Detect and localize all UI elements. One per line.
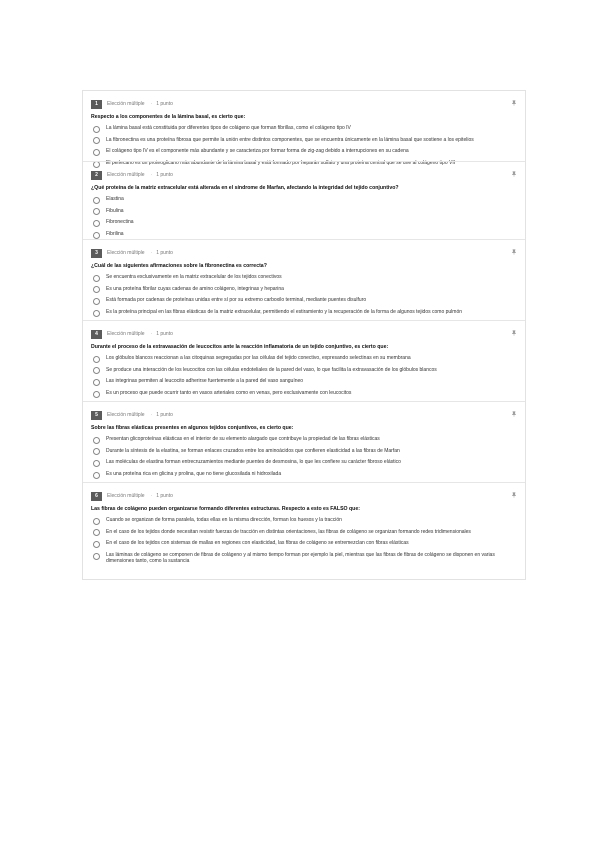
- radio-button[interactable]: [93, 472, 100, 479]
- option-label: El colágeno tipo IV es el componente más abundante y se caracteriza por formar forma de zig-zag debido a interrupciones en su cadena: [106, 148, 409, 155]
- question-type: Elección múltiple: [107, 172, 145, 178]
- question-type: Elección múltiple: [107, 493, 145, 499]
- answer-option[interactable]: [91, 196, 517, 204]
- answer-option[interactable]: [91, 517, 517, 525]
- question-number: 5: [91, 411, 102, 420]
- question-text: Las fibras de colágeno pueden organizarse formando diferentes estructuras. Respecto a esto es FALSO que:: [91, 506, 360, 512]
- answer-option[interactable]: [91, 448, 517, 456]
- radio-button[interactable]: [93, 220, 100, 227]
- option-label: Es un proceso que puede ocurrir tanto en vasos arteriales como en venas, pero exclusivamente con leucocitos: [106, 390, 352, 397]
- radio-button[interactable]: [93, 367, 100, 374]
- question-card: [83, 482, 525, 579]
- pin-icon[interactable]: [511, 171, 517, 177]
- answer-option[interactable]: [91, 355, 517, 363]
- pin-icon[interactable]: [511, 249, 517, 255]
- question-header: 5 Elección múltiple · 1 punto: [91, 408, 517, 422]
- option-label: Está formada por cadenas de proteínas unidas entre sí por su extremo carboxilo terminal, mediante puentes disulfuro: [106, 297, 367, 304]
- question-text: Respecto a los componentes de la lámina basal, es cierto que:: [91, 114, 246, 120]
- answer-option[interactable]: [91, 274, 517, 282]
- option-label: Es la proteína principal en las fibras elásticas de la matriz extracelular, permitiendo el estiramiento y la recuperación de la forma de algunos tejidos como pulmón: [106, 309, 463, 316]
- question-header: 3 Elección múltiple · 1 punto: [91, 246, 517, 260]
- question-type: Elección múltiple: [107, 331, 145, 337]
- answer-option[interactable]: [91, 552, 517, 564]
- question-header: 6 Elección múltiple · 1 punto: [91, 489, 517, 503]
- radio-button[interactable]: [93, 298, 100, 305]
- question-points: 1 punto: [156, 172, 173, 178]
- question-text: ¿Cuál de las siguientes afirmaciones sobre la fibronectina es correcta?: [91, 263, 267, 269]
- option-label: Los glóbulos blancos reaccionan a las citoquinas segregadas por las células del tejido conectivo, expresando selectinas en su membrana: [106, 355, 411, 361]
- option-label: Se encuentra exclusivamente en la matriz extracelular de los tejidos conectivos: [106, 274, 282, 280]
- answer-option[interactable]: [91, 208, 517, 216]
- option-label: Presentan glicoproteínas elásticas en el interior de su elemento alargado que contribuye la propiedad de las fibras elásticas: [106, 436, 380, 442]
- option-label: La fibronectina es una proteína fibrosa que permite la unión entre distintos componentes, que se encuentra únicamente en la lámina basal que sostiene a los epitelios: [106, 136, 474, 143]
- option-label: Fibrilina: [106, 231, 124, 238]
- radio-button[interactable]: [93, 197, 100, 204]
- question-type: Elección múltiple: [107, 412, 145, 418]
- option-label: El perlecano es un proteoglicano más abundante de la lámina basal y está formado por heparán sulfato y una proteína central que se une al colágeno tipo VII: [106, 160, 456, 167]
- radio-button[interactable]: [93, 137, 100, 144]
- question-number: 1: [91, 100, 102, 109]
- question-points: 1 punto: [156, 250, 173, 256]
- option-label: Es una proteína rica en glicina y prolina, que no tiene glucosilada ni hidroxilada: [106, 471, 282, 478]
- quiz-form: [82, 90, 526, 580]
- question-text: Durante el proceso de la extravasación de leucocitos ante la reacción inflamatoria de un tejido conjuntivo, es cierto que:: [91, 344, 389, 350]
- answer-option[interactable]: [91, 297, 517, 305]
- option-label: Las moléculas de elastina forman entrecruzamientos mediante puentes de desmosina, lo que les confiere su carácter fibroso elástico: [106, 459, 401, 466]
- question-points: 1 punto: [156, 331, 173, 337]
- option-label: Las integrinas permiten al leucocito adherirse fuertemente a la pared del vaso sanguíneo: [106, 378, 304, 385]
- radio-button[interactable]: [93, 553, 100, 560]
- options-list: [91, 274, 517, 317]
- option-label: Fibulina: [106, 207, 124, 214]
- question-card: [83, 401, 525, 482]
- radio-button[interactable]: [93, 541, 100, 548]
- option-label: En el caso de los tejidos con sistemas de mallas en regiones con elasticidad, las fibras de colágeno se entremezclan con fibras elásticas: [106, 540, 409, 547]
- answer-option[interactable]: [91, 125, 517, 133]
- radio-button[interactable]: [93, 356, 100, 363]
- answer-option[interactable]: [91, 471, 517, 479]
- radio-button[interactable]: [93, 529, 100, 536]
- radio-button[interactable]: [93, 379, 100, 386]
- answer-option[interactable]: [91, 529, 517, 537]
- answer-option[interactable]: [91, 137, 517, 145]
- option-label: Cuando se organizan de forma paralela, todas ellas en la misma dirección, forman los huesos y la tracción: [106, 517, 342, 523]
- question-card: [83, 91, 525, 167]
- question-points: 1 punto: [156, 412, 173, 418]
- question-points: 1 punto: [156, 101, 173, 107]
- radio-button[interactable]: [93, 149, 100, 156]
- answer-option[interactable]: [91, 436, 517, 444]
- option-label: En el caso de los tejidos donde necesitan resistir fuerzas de tracción en distintas orientaciones, las fibras de colágeno se organizan formando redes tridimensionales: [106, 528, 471, 535]
- question-card: [83, 161, 525, 239]
- option-label: Se produce una interacción de los leucocitos con las células endoteliales de la pared del vaso, lo que facilita la extravasación de los glóbulos blancos: [106, 366, 437, 373]
- radio-button[interactable]: [93, 208, 100, 215]
- radio-button[interactable]: [93, 518, 100, 525]
- question-number: 4: [91, 330, 102, 339]
- question-number: 6: [91, 492, 102, 501]
- question-header: 1 Elección múltiple · 1 punto: [91, 97, 517, 111]
- option-label: Es una proteína fibrilar cuyas cadenas de amino colágeno, integrinas y heparina: [106, 285, 284, 292]
- question-header: 2 Elección múltiple · 1 punto: [91, 168, 517, 182]
- options-list: [91, 355, 517, 398]
- answer-option[interactable]: [91, 390, 517, 398]
- question-type: Elección múltiple: [107, 250, 145, 256]
- answer-option[interactable]: [91, 367, 517, 375]
- pin-icon[interactable]: [511, 492, 517, 498]
- radio-button[interactable]: [93, 310, 100, 317]
- pin-icon[interactable]: [511, 100, 517, 106]
- radio-button[interactable]: [93, 391, 100, 398]
- answer-option[interactable]: [91, 219, 517, 227]
- options-list: [91, 436, 517, 479]
- radio-button[interactable]: [93, 448, 100, 455]
- option-label: Durante la síntesis de la elastina, se forman enlaces cruzados entre los aminoácidos que confieren elasticidad a las fibras de Marfan: [106, 447, 400, 454]
- radio-button[interactable]: [93, 437, 100, 444]
- pin-icon[interactable]: [511, 411, 517, 417]
- radio-button[interactable]: [93, 126, 100, 133]
- question-text: Sobre las fibras elásticas presentes en algunos tejidos conjuntivos, es cierto que:: [91, 425, 294, 431]
- radio-button[interactable]: [93, 460, 100, 467]
- answer-option[interactable]: [91, 459, 517, 467]
- question-card: [83, 320, 525, 401]
- question-points: 1 punto: [156, 493, 173, 499]
- answer-option[interactable]: [91, 378, 517, 386]
- option-label: Fibronectina: [106, 219, 134, 226]
- pin-icon[interactable]: [511, 330, 517, 336]
- question-text: ¿Qué proteína de la matriz extracelular está alterada en el síndrome de Marfan, afectando la integridad del tejido conjuntivo?: [91, 185, 399, 191]
- answer-option[interactable]: [91, 309, 517, 317]
- question-card: [83, 239, 525, 320]
- options-list: [91, 196, 517, 239]
- question-header: 4 Elección múltiple · 1 punto: [91, 327, 517, 341]
- answer-option[interactable]: [91, 286, 517, 294]
- radio-button[interactable]: [93, 275, 100, 282]
- answer-option[interactable]: [91, 231, 517, 239]
- option-label: Elastina: [106, 196, 124, 202]
- option-label: La lámina basal está constituida por diferentes tipos de colágeno que forman fibrillas, como el colágeno tipo IV: [106, 125, 351, 131]
- options-list: [91, 517, 517, 564]
- answer-option[interactable]: [91, 540, 517, 548]
- answer-option[interactable]: [91, 148, 517, 156]
- radio-button[interactable]: [93, 286, 100, 293]
- question-number: 2: [91, 171, 102, 180]
- option-label: Las láminas de colágeno se componen de fibras de colágeno y al mismo tiempo forman por ejemplo la piel, mientras que las fibras de fibras de colágeno se disponen en varias dimensiones tanto, como la sustancia: [106, 552, 495, 565]
- radio-button[interactable]: [93, 232, 100, 239]
- question-type: Elección múltiple: [107, 101, 145, 107]
- question-number: 3: [91, 249, 102, 258]
